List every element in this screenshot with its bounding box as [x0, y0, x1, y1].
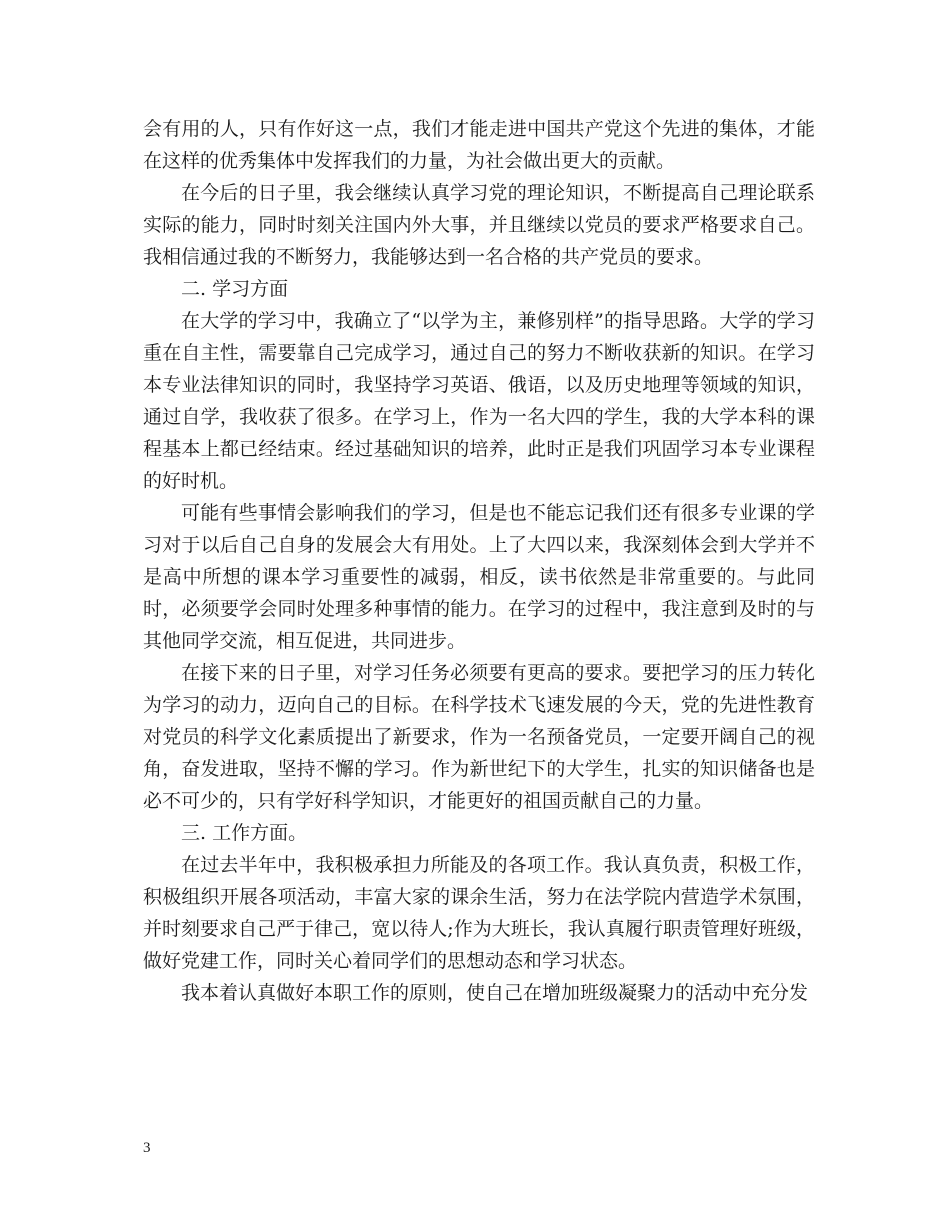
section-heading-study: 二. 学习方面 [181, 278, 289, 300]
paragraph-6: 在过去半年中，我积极承担力所能及的各项工作。我认真负责，积极工作，积极组织开展各项活动，丰富大家的课余生活，努力在法学院内营造学术氛围，并时刻要求自己严于律己，宽以待人;作为大班长，我认真履行职责管理好班级，做好党建工作，同时关心着同学们的思想动态和学习状态。 [143, 854, 815, 972]
document-body [143, 113, 815, 1009]
paragraph-1: 会有用的人，只有作好这一点，我们才能走进中国共产党这个先进的集体，才能在这样的优秀集体中发挥我们的力量，为社会做出更大的贡献。 [143, 118, 815, 172]
paragraph-7: 我本着认真做好本职工作的原则，使自己在增加班级凝聚力的活动中充分发 [181, 982, 809, 1004]
paragraph-5: 在接下来的日子里，对学习任务必须要有更高的要求。要把学习的压力转化为学习的动力，迈向自己的目标。在科学技术飞速发展的今天，党的先进性教育对党员的科学文化素质提出了新要求，作为一名预备党员，一定要开阔自己的视角，奋发进取，坚持不懈的学习。作为新世纪下的大学生，扎实的知识储备也是必不可少的，只有学好科学知识，才能更好的祖国贡献自己的力量。 [143, 662, 815, 812]
paragraph-2: 在今后的日子里，我会继续认真学习党的理论知识，不断提高自己理论联系实际的能力，同时时刻关注国内外大事，并且继续以党员的要求严格要求自己。我相信通过我的不断努力，我能够达到一名合格的共产党员的要求。 [143, 182, 815, 268]
paragraph-3: 在大学的学习中，我确立了“以学为主，兼修别样”的指导思路。大学的学习重在自主性，需要靠自己完成学习，通过自己的努力不断收获新的知识。在学习本专业法律知识的同时，我坚持学习英语、俄语，以及历史地理等领域的知识，通过自学，我收获了很多。在学习上，作为一名大四的学生，我的大学本科的课程基本上都已经结束。经过基础知识的培养，此时正是我们巩固学习本专业课程的好时机。 [143, 310, 815, 492]
paragraph-4: 可能有些事情会影响我们的学习，但是也不能忘记我们还有很多专业课的学习对于以后自己自身的发展会大有用处。上了大四以来，我深刻体会到大学并不是高中所想的课本学习重要性的减弱，相反，读书依然是非常重要的。与此同时，必须要学会同时处理多种事情的能力。在学习的过程中，我注意到及时的与其他同学交流，相互促进，共同进步。 [143, 502, 815, 652]
section-heading-work: 三. 工作方面。 [181, 822, 308, 844]
page-number: 3 [143, 1140, 151, 1156]
